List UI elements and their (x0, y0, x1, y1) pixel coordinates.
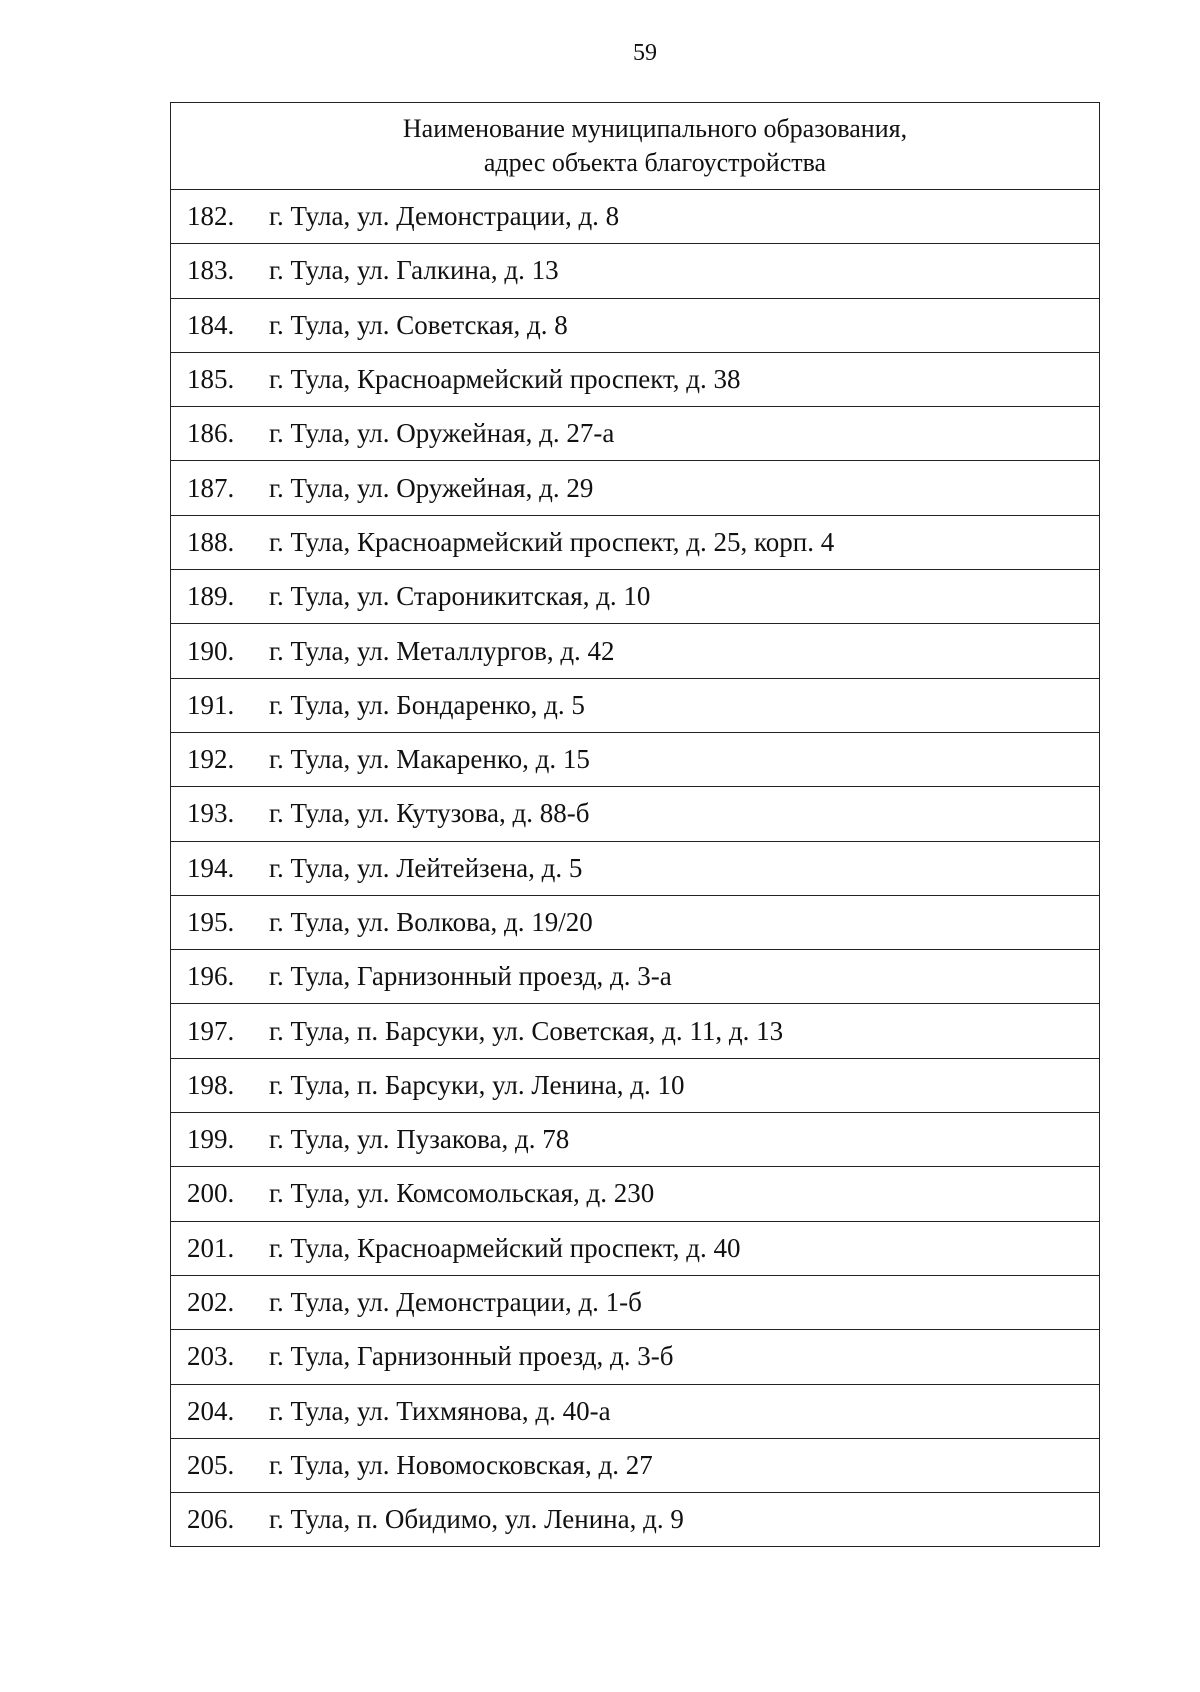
row-address: г. Тула, ул. Оружейная, д. 29 (269, 472, 594, 503)
row-number: 199. (187, 1124, 235, 1155)
row-address: г. Тула, ул. Макаренко, д. 15 (269, 744, 590, 775)
table-row (171, 624, 1099, 678)
row-number: 204. (187, 1395, 235, 1426)
row-address: г. Тула, Красноармейский проспект, д. 40 (269, 1232, 741, 1263)
table-row (171, 570, 1099, 624)
table-row (171, 1493, 1099, 1547)
row-address: г. Тула, ул. Демонстрации, д. 1-б (269, 1287, 642, 1318)
row-address: г. Тула, ул. Металлургов, д. 42 (269, 635, 615, 666)
table-row (171, 461, 1099, 515)
row-number: 186. (187, 418, 235, 449)
table-row (171, 1222, 1099, 1276)
table-row (171, 679, 1099, 733)
table-row (171, 516, 1099, 570)
row-address: г. Тула, ул. Лейтейзена, д. 5 (269, 852, 583, 883)
row-number: 193. (187, 798, 235, 829)
row-address: г. Тула, Гарнизонный проезд, д. 3-б (269, 1341, 674, 1372)
table-row (171, 896, 1099, 950)
row-number: 190. (187, 635, 235, 666)
row-address: г. Тула, ул. Тихмянова, д. 40-а (269, 1395, 611, 1426)
table-row (171, 1113, 1099, 1167)
row-number: 194. (187, 852, 235, 883)
row-address: г. Тула, Красноармейский проспект, д. 38 (269, 364, 741, 395)
row-number: 185. (187, 364, 235, 395)
row-address: г. Тула, ул. Староникитская, д. 10 (269, 581, 651, 612)
row-number: 189. (187, 581, 235, 612)
table-header-line-1: Наименование муниципального образования, (402, 114, 908, 143)
row-address: г. Тула, ул. Демонстрации, д. 8 (269, 201, 620, 232)
table-row (171, 1330, 1099, 1384)
row-address: г. Тула, ул. Оружейная, д. 27-а (269, 418, 615, 449)
table-row (171, 353, 1099, 407)
table-row (171, 787, 1099, 841)
row-number: 202. (187, 1287, 235, 1318)
table-row (171, 950, 1099, 1004)
table-row (171, 407, 1099, 461)
row-number: 191. (187, 689, 235, 720)
row-address: г. Тула, п. Обидимо, ул. Ленина, д. 9 (269, 1504, 684, 1535)
row-address: г. Тула, ул. Кутузова, д. 88-б (269, 798, 590, 829)
row-number: 184. (187, 309, 235, 340)
row-number: 192. (187, 744, 235, 775)
row-address: г. Тула, ул. Галкина, д. 13 (269, 255, 559, 286)
row-address: г. Тула, Гарнизонный проезд, д. 3-а (269, 961, 672, 992)
row-number: 188. (187, 526, 235, 557)
table-row (171, 1385, 1099, 1439)
table-row (171, 1439, 1099, 1493)
row-number: 198. (187, 1069, 235, 1100)
row-number: 183. (187, 255, 235, 286)
row-number: 206. (187, 1504, 235, 1535)
row-address: г. Тула, п. Барсуки, ул. Ленина, д. 10 (269, 1069, 685, 1100)
row-address: г. Тула, ул. Комсомольская, д. 230 (269, 1178, 655, 1209)
row-address: г. Тула, ул. Пузакова, д. 78 (269, 1124, 570, 1155)
row-number: 195. (187, 907, 235, 937)
row-address: г. Тула, п. Барсуки, ул. Советская, д. 11, д. 13 (269, 1015, 784, 1046)
table-row (171, 1167, 1099, 1221)
row-number: 182. (187, 201, 235, 232)
address-table (170, 102, 1100, 1547)
row-number: 201. (187, 1232, 235, 1263)
page-number: 59 (633, 40, 657, 66)
table-row (171, 299, 1099, 353)
row-address: г. Тула, ул. Бондаренко, д. 5 (269, 689, 585, 720)
row-number: 187. (187, 472, 235, 503)
row-number: 203. (187, 1341, 235, 1372)
row-address: г. Тула, ул. Новомосковская, д. 27 (269, 1449, 653, 1480)
table-header-line-2: адрес объекта благоустройства (483, 148, 827, 177)
row-address: г. Тула, ул. Волкова, д. 19/20 (269, 907, 593, 937)
table-row (171, 190, 1099, 244)
table-row (171, 1004, 1099, 1058)
row-address: г. Тула, Красноармейский проспект, д. 25, корп. 4 (269, 526, 835, 557)
table-header (171, 103, 1099, 190)
row-number: 200. (187, 1178, 235, 1209)
row-number: 197. (187, 1015, 235, 1046)
row-number: 196. (187, 961, 235, 992)
table-row (171, 842, 1099, 896)
table-row (171, 733, 1099, 787)
table-row (171, 244, 1099, 298)
table-row (171, 1059, 1099, 1113)
row-number: 205. (187, 1449, 235, 1480)
row-address: г. Тула, ул. Советская, д. 8 (269, 309, 568, 340)
table-row (171, 1276, 1099, 1330)
table-body (171, 190, 1099, 1547)
